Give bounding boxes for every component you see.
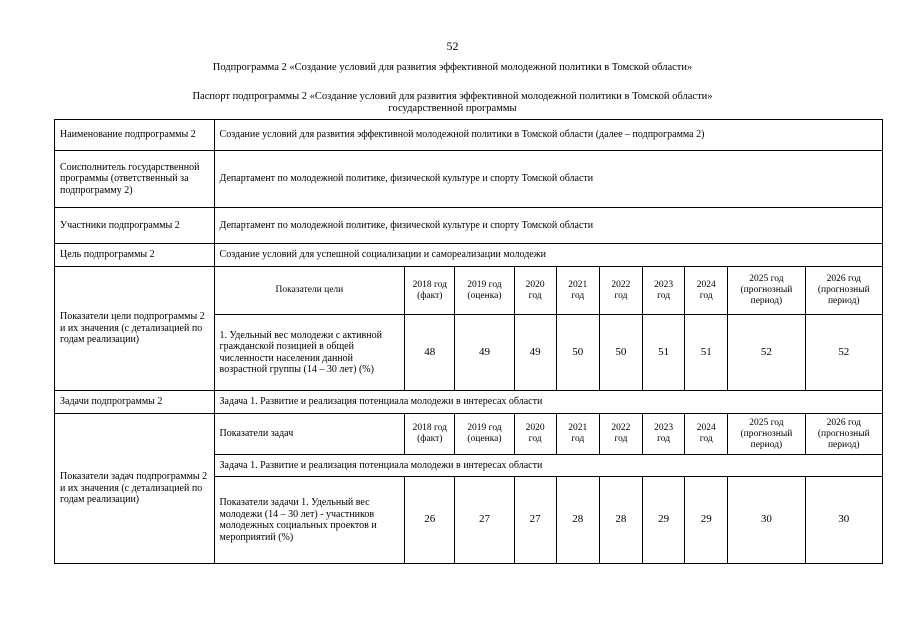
- indicator-value: 49: [514, 315, 556, 391]
- year-header: 2024 год: [685, 414, 728, 455]
- passport-title-line1: Паспорт подпрограммы 2 «Создание условий для развития эффективной молодежной политики в Томской области»: [192, 91, 713, 102]
- indicator-value: 28: [556, 477, 599, 564]
- year-header: 2024 год: [685, 267, 728, 315]
- row-label: Участники подпрограммы 2: [55, 208, 215, 244]
- year-header: 2019 год (оценка): [455, 414, 514, 455]
- indicator-value: 51: [643, 315, 685, 391]
- indicator-value: 29: [685, 477, 728, 564]
- row-label: Показатели задач подпрограммы 2 и их значения (с детализацией по годам реализации): [55, 414, 215, 564]
- indicator-value: 51: [685, 315, 728, 391]
- indicators-header: Показатели цели: [214, 267, 405, 315]
- passport-title-line2: государственной программы: [388, 103, 517, 114]
- year-header: 2021 год: [556, 267, 599, 315]
- indicator-value: 30: [805, 477, 882, 564]
- indicator-value: 50: [556, 315, 599, 391]
- row-label: Показатели цели подпрограммы 2 и их значения (с детализацией по годам реализации): [55, 267, 215, 391]
- year-header: 2018 год (факт): [405, 414, 455, 455]
- year-header: 2023 год: [643, 267, 685, 315]
- row-value: Департамент по молодежной политике, физической культуре и спорту Томской области: [214, 208, 882, 244]
- goal-indicators-header-row: [55, 267, 883, 315]
- indicator-value: 28: [599, 477, 642, 564]
- row-value: Департамент по молодежной политике, физической культуре и спорту Томской области: [214, 151, 882, 208]
- year-header: 2022 год: [599, 267, 642, 315]
- year-header: 2022 год: [599, 414, 642, 455]
- row-coexecutor: [55, 151, 883, 208]
- year-header: 2025 год (прогнозный период): [728, 267, 805, 315]
- year-header: 2018 год (факт): [405, 267, 455, 315]
- year-header: 2020 год: [514, 414, 556, 455]
- year-header: 2025 год (прогнозный период): [728, 414, 805, 455]
- indicator-value: 52: [805, 315, 882, 391]
- passport-title: [0, 91, 905, 115]
- indicator-value: 48: [405, 315, 455, 391]
- row-name: [55, 120, 883, 151]
- year-header: 2026 год (прогнозный период): [805, 414, 882, 455]
- row-participants: [55, 208, 883, 244]
- indicator-value: 26: [405, 477, 455, 564]
- row-label: Соисполнитель государственной программы (ответственный за подпрограмму 2): [55, 151, 215, 208]
- year-header: 2023 год: [643, 414, 685, 455]
- indicator-text: 1. Удельный вес молодежи с активной гражданской позицией в общей численности населения данной возрастной группы (14 – 30 лет) (%): [214, 315, 405, 391]
- row-value: Создание условий для успешной социализации и самореализации молодежи: [214, 244, 882, 267]
- subprogram-title: Подпрограмма 2 «Создание условий для развития эффективной молодежной политики в Томской области»: [212, 62, 693, 73]
- indicator-value: 30: [728, 477, 805, 564]
- page-number: 52: [446, 39, 459, 53]
- row-value: Создание условий для развития эффективной молодежной политики в Томской области (далее – подпрограмма 2): [214, 120, 882, 151]
- task-indicators-header-row: [55, 414, 883, 455]
- passport-table: [54, 119, 883, 564]
- indicators-header: Показатели задач: [214, 414, 405, 455]
- row-tasks: [55, 391, 883, 414]
- indicator-text: Показатели задачи 1. Удельный вес молодежи (14 – 30 лет) - участников молодежных социальных проектов и мероприятий (%): [214, 477, 405, 564]
- indicator-value: 52: [728, 315, 805, 391]
- row-label: Наименование подпрограммы 2: [55, 120, 215, 151]
- task-line: Задача 1. Развитие и реализация потенциала молодежи в интересах области: [214, 455, 882, 477]
- row-goal: [55, 244, 883, 267]
- indicator-value: 49: [455, 315, 514, 391]
- row-label: Цель подпрограммы 2: [55, 244, 215, 267]
- indicator-value: 27: [455, 477, 514, 564]
- row-value: Задача 1. Развитие и реализация потенциала молодежи в интересах области: [214, 391, 882, 414]
- year-header: 2021 год: [556, 414, 599, 455]
- year-header: 2026 год (прогнозный период): [805, 267, 882, 315]
- year-header: 2019 год (оценка): [455, 267, 514, 315]
- indicator-value: 27: [514, 477, 556, 564]
- indicator-value: 50: [599, 315, 642, 391]
- year-header: 2020 год: [514, 267, 556, 315]
- row-label: Задачи подпрограммы 2: [55, 391, 215, 414]
- indicator-value: 29: [643, 477, 685, 564]
